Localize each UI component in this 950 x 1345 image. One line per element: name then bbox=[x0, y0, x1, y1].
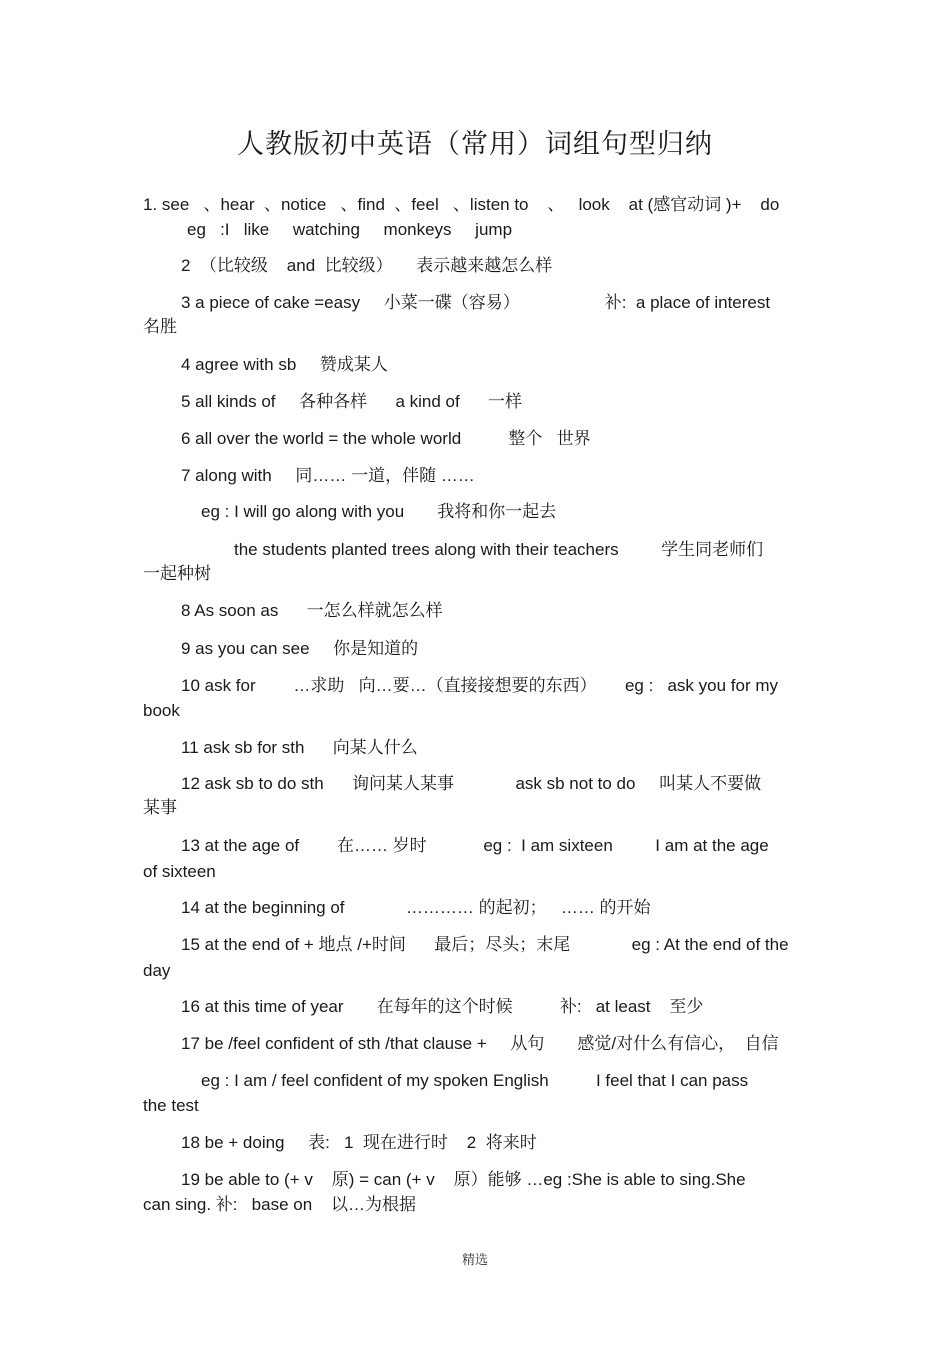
text-line: 2 （比较级 and 比较级） 表示越来越怎么样 bbox=[181, 256, 553, 275]
text-line: 18 be + doing 表: 1 现在进行时 2 将来时 bbox=[181, 1133, 537, 1152]
document-title: 人教版初中英语（常用）词组句型归纳 bbox=[237, 129, 713, 160]
text-line: 3 a piece of cake =easy 小菜一碟（容易） 补: a place of interest bbox=[181, 293, 771, 312]
text-line: of sixteen bbox=[143, 862, 216, 881]
text-line: 15 at the end of + 地点 /+时间 最后；尽头；末尾 eg : At the end of the bbox=[181, 935, 789, 954]
text-line: book bbox=[143, 701, 180, 720]
text-line: 10 ask for …求助 向…要…（直接接想要的东西） eg : ask you for my bbox=[181, 676, 778, 695]
text-line: 17 be /feel confident of sth /that clause + 从句 感觉/对什么有信心， 自信 bbox=[181, 1034, 779, 1053]
text-line: 4 agree with sb 赞成某人 bbox=[181, 355, 388, 374]
text-line: can sing. 补: base on 以…为根据 bbox=[143, 1195, 417, 1214]
text-line: 14 at the beginning of ………… 的起初； …… 的开始 bbox=[181, 898, 651, 917]
text-line: 19 be able to (+ v 原) = can (+ v 原）能够 …eg :She is able to sing.She bbox=[181, 1170, 746, 1189]
text-line: 某事 bbox=[143, 798, 177, 817]
text-line: 7 along with 同…… 一道，伴随 …… bbox=[181, 466, 475, 485]
text-line: the students planted trees along with their teachers 学生同老师们 bbox=[234, 540, 764, 559]
text-line: 13 at the age of 在…… 岁时 eg : I am sixteen I am at the age bbox=[181, 836, 769, 855]
text-line: 11 ask sb for sth 向某人什么 bbox=[181, 738, 418, 757]
text-line: 16 at this time of year 在每年的这个时候 补: at least 至少 bbox=[181, 997, 704, 1016]
text-line: day bbox=[143, 961, 171, 980]
page-footer: 精选 bbox=[461, 1252, 488, 1267]
text-line: 6 all over the world = the whole world 整个 世界 bbox=[181, 429, 591, 448]
text-line: eg : I am / feel confident of my spoken English I feel that I can pass bbox=[201, 1071, 749, 1090]
text-line: 1. see 、hear 、notice 、find 、feel 、listen to 、 look at (感官动词 )+ do bbox=[143, 195, 780, 214]
text-line: 8 As soon as 一怎么样就怎么样 bbox=[181, 601, 443, 620]
text-line: the test bbox=[143, 1096, 199, 1115]
text-line: 一起种树 bbox=[143, 564, 211, 583]
text-line: 5 all kinds of 各种各样 a kind of 一样 bbox=[181, 392, 523, 411]
text-line: 名胜 bbox=[143, 317, 177, 336]
text-line: eg : I will go along with you 我将和你一起去 bbox=[201, 502, 557, 521]
text-line: 9 as you can see 你是知道的 bbox=[181, 639, 419, 658]
text-line: 12 ask sb to do sth 询问某人某事 ask sb not to do 叫某人不要做 bbox=[181, 774, 762, 793]
text-line: eg :I like watching monkeys jump bbox=[187, 220, 513, 239]
